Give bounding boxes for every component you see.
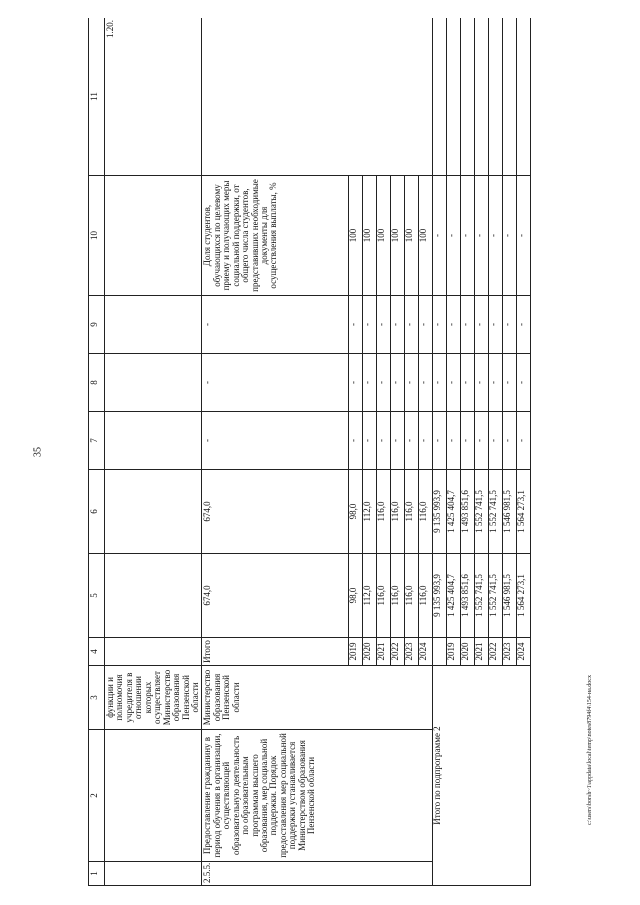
year-cell: 2021 xyxy=(377,638,391,666)
value-cell: - xyxy=(405,354,419,412)
year-cell: 2024 xyxy=(419,638,433,666)
value-cell: - xyxy=(349,354,363,412)
value-cell: - xyxy=(433,176,447,296)
year-cell: 2019 xyxy=(447,638,461,666)
value-cell: 100 xyxy=(419,176,433,296)
subtotal-total-row xyxy=(433,18,447,886)
value-cell: - xyxy=(517,412,531,470)
value-cell: - xyxy=(433,296,447,354)
value-cell: - xyxy=(419,412,433,470)
value-cell: 1 425 404,7 xyxy=(447,470,461,554)
value-cell: - xyxy=(447,296,461,354)
total-label: Итого xyxy=(202,638,349,666)
value-cell: 100 xyxy=(363,176,377,296)
total-col7: - xyxy=(202,412,349,470)
value-cell: 100 xyxy=(405,176,419,296)
value-cell: 9 135 993,9 xyxy=(433,470,447,554)
value-cell: - xyxy=(489,296,503,354)
col-num: 6 xyxy=(89,470,105,554)
value-cell: - xyxy=(461,176,475,296)
value-cell: - xyxy=(503,296,517,354)
value-cell: 1 552 741,5 xyxy=(489,470,503,554)
col-num: 1 xyxy=(89,862,105,886)
value-cell: - xyxy=(405,412,419,470)
value-cell: 116,0 xyxy=(405,554,419,638)
item-executor: Министерство образования Пензенской области xyxy=(202,666,433,730)
value-cell: - xyxy=(447,412,461,470)
value-cell: - xyxy=(363,412,377,470)
col-num: 9 xyxy=(89,296,105,354)
value-cell: - xyxy=(489,412,503,470)
indicator-text: Доля студентов, обучающихся по целевому приему и получающих меры социальной поддержки, от общего числа студентов, представивших необходимые документы для осуществления выплаты, % xyxy=(202,176,349,296)
value-cell: - xyxy=(475,354,489,412)
value-cell: - xyxy=(391,412,405,470)
year-cell: 2022 xyxy=(391,638,405,666)
rotated-table-area xyxy=(88,18,588,886)
value-cell: - xyxy=(475,176,489,296)
program-table xyxy=(88,18,531,886)
value-cell: - xyxy=(377,412,391,470)
year-cell: 2022 xyxy=(489,638,503,666)
target-number: 1.20. xyxy=(105,18,202,176)
value-cell: - xyxy=(475,412,489,470)
column-numbers-row xyxy=(89,18,105,886)
continued-executor-text: функции и полномочия учредителя в отношении которых осуществляет Министерство образования Пензенской области xyxy=(105,666,202,730)
file-path: c:\users\borsh~1\appdata\local\temp\notes8794f4\154-на.docx xyxy=(587,675,593,825)
col-num: 7 xyxy=(89,412,105,470)
total-col5: 674,0 xyxy=(202,554,349,638)
value-cell: - xyxy=(391,296,405,354)
page-number: 35 xyxy=(32,447,44,457)
value-cell: 1 552 741,5 xyxy=(475,554,489,638)
value-cell: 1 564 273,1 xyxy=(517,554,531,638)
value-cell: - xyxy=(419,296,433,354)
value-cell: - xyxy=(489,354,503,412)
value-cell: - xyxy=(461,354,475,412)
col-num: 8 xyxy=(89,354,105,412)
value-cell: 116,0 xyxy=(391,470,405,554)
year-cell: 2023 xyxy=(503,638,517,666)
value-cell: 116,0 xyxy=(405,470,419,554)
subtotal-label: Итого по подпрограмме 2 xyxy=(433,666,531,886)
total-col6: 674,0 xyxy=(202,470,349,554)
value-cell: - xyxy=(503,176,517,296)
year-cell: 2023 xyxy=(405,638,419,666)
value-cell: 1 564 273,1 xyxy=(517,470,531,554)
value-cell: 116,0 xyxy=(419,554,433,638)
item-number: 2.5.5. xyxy=(202,862,433,886)
value-cell: - xyxy=(363,296,377,354)
value-cell: 1 425 404,7 xyxy=(447,554,461,638)
value-cell: - xyxy=(517,176,531,296)
value-cell: - xyxy=(363,354,377,412)
year-cell: 2020 xyxy=(363,638,377,666)
value-cell: - xyxy=(461,296,475,354)
value-cell: 1 493 851,6 xyxy=(461,554,475,638)
continuation-row xyxy=(105,18,202,886)
value-cell: - xyxy=(503,412,517,470)
value-cell: - xyxy=(377,296,391,354)
value-cell: 1 493 851,6 xyxy=(461,470,475,554)
value-cell: 116,0 xyxy=(391,554,405,638)
value-cell: 98,0 xyxy=(349,554,363,638)
value-cell: - xyxy=(461,412,475,470)
year-cell: 2019 xyxy=(349,638,363,666)
value-cell: - xyxy=(349,296,363,354)
value-cell: - xyxy=(349,412,363,470)
value-cell: - xyxy=(391,354,405,412)
value-cell: 1 546 981,5 xyxy=(503,554,517,638)
col-num: 3 xyxy=(89,666,105,730)
total-col9: - xyxy=(202,296,349,354)
col-num: 2 xyxy=(89,730,105,862)
value-cell: 1 552 741,5 xyxy=(475,470,489,554)
value-cell: - xyxy=(489,176,503,296)
value-cell: - xyxy=(433,412,447,470)
value-cell: 116,0 xyxy=(377,554,391,638)
value-cell: 116,0 xyxy=(377,470,391,554)
value-cell: 116,0 xyxy=(419,470,433,554)
value-cell: 9 135 993,9 xyxy=(433,554,447,638)
value-cell: 100 xyxy=(349,176,363,296)
value-cell: - xyxy=(447,354,461,412)
value-cell: 98,0 xyxy=(349,470,363,554)
total-col8: - xyxy=(202,354,349,412)
value-cell: 112,0 xyxy=(363,470,377,554)
col-num: 11 xyxy=(89,18,105,176)
value-cell: 1 546 981,5 xyxy=(503,470,517,554)
value-cell: - xyxy=(433,354,447,412)
value-cell: - xyxy=(377,354,391,412)
value-cell: - xyxy=(475,296,489,354)
value-cell: - xyxy=(517,296,531,354)
col-num: 5 xyxy=(89,554,105,638)
value-cell: - xyxy=(405,296,419,354)
value-cell: - xyxy=(419,354,433,412)
item-total-row xyxy=(202,18,349,886)
value-cell: 112,0 xyxy=(363,554,377,638)
value-cell: - xyxy=(447,176,461,296)
col-num: 10 xyxy=(89,176,105,296)
value-cell: - xyxy=(517,354,531,412)
col-num: 4 xyxy=(89,638,105,666)
value-cell: - xyxy=(503,354,517,412)
value-cell: 100 xyxy=(377,176,391,296)
year-cell: 2020 xyxy=(461,638,475,666)
year-cell: 2024 xyxy=(517,638,531,666)
value-cell: 1 552 741,5 xyxy=(489,554,503,638)
year-cell: 2021 xyxy=(475,638,489,666)
value-cell: 100 xyxy=(391,176,405,296)
item-name: Предоставление гражданину в период обучения в организации, осуществляющей образовательную деятельность по образовательным программам высшего образования, мер социальной поддержки. Порядок предоставления мер социальной поддержки устанавливается Министерством образования Пензенской области xyxy=(202,730,433,862)
